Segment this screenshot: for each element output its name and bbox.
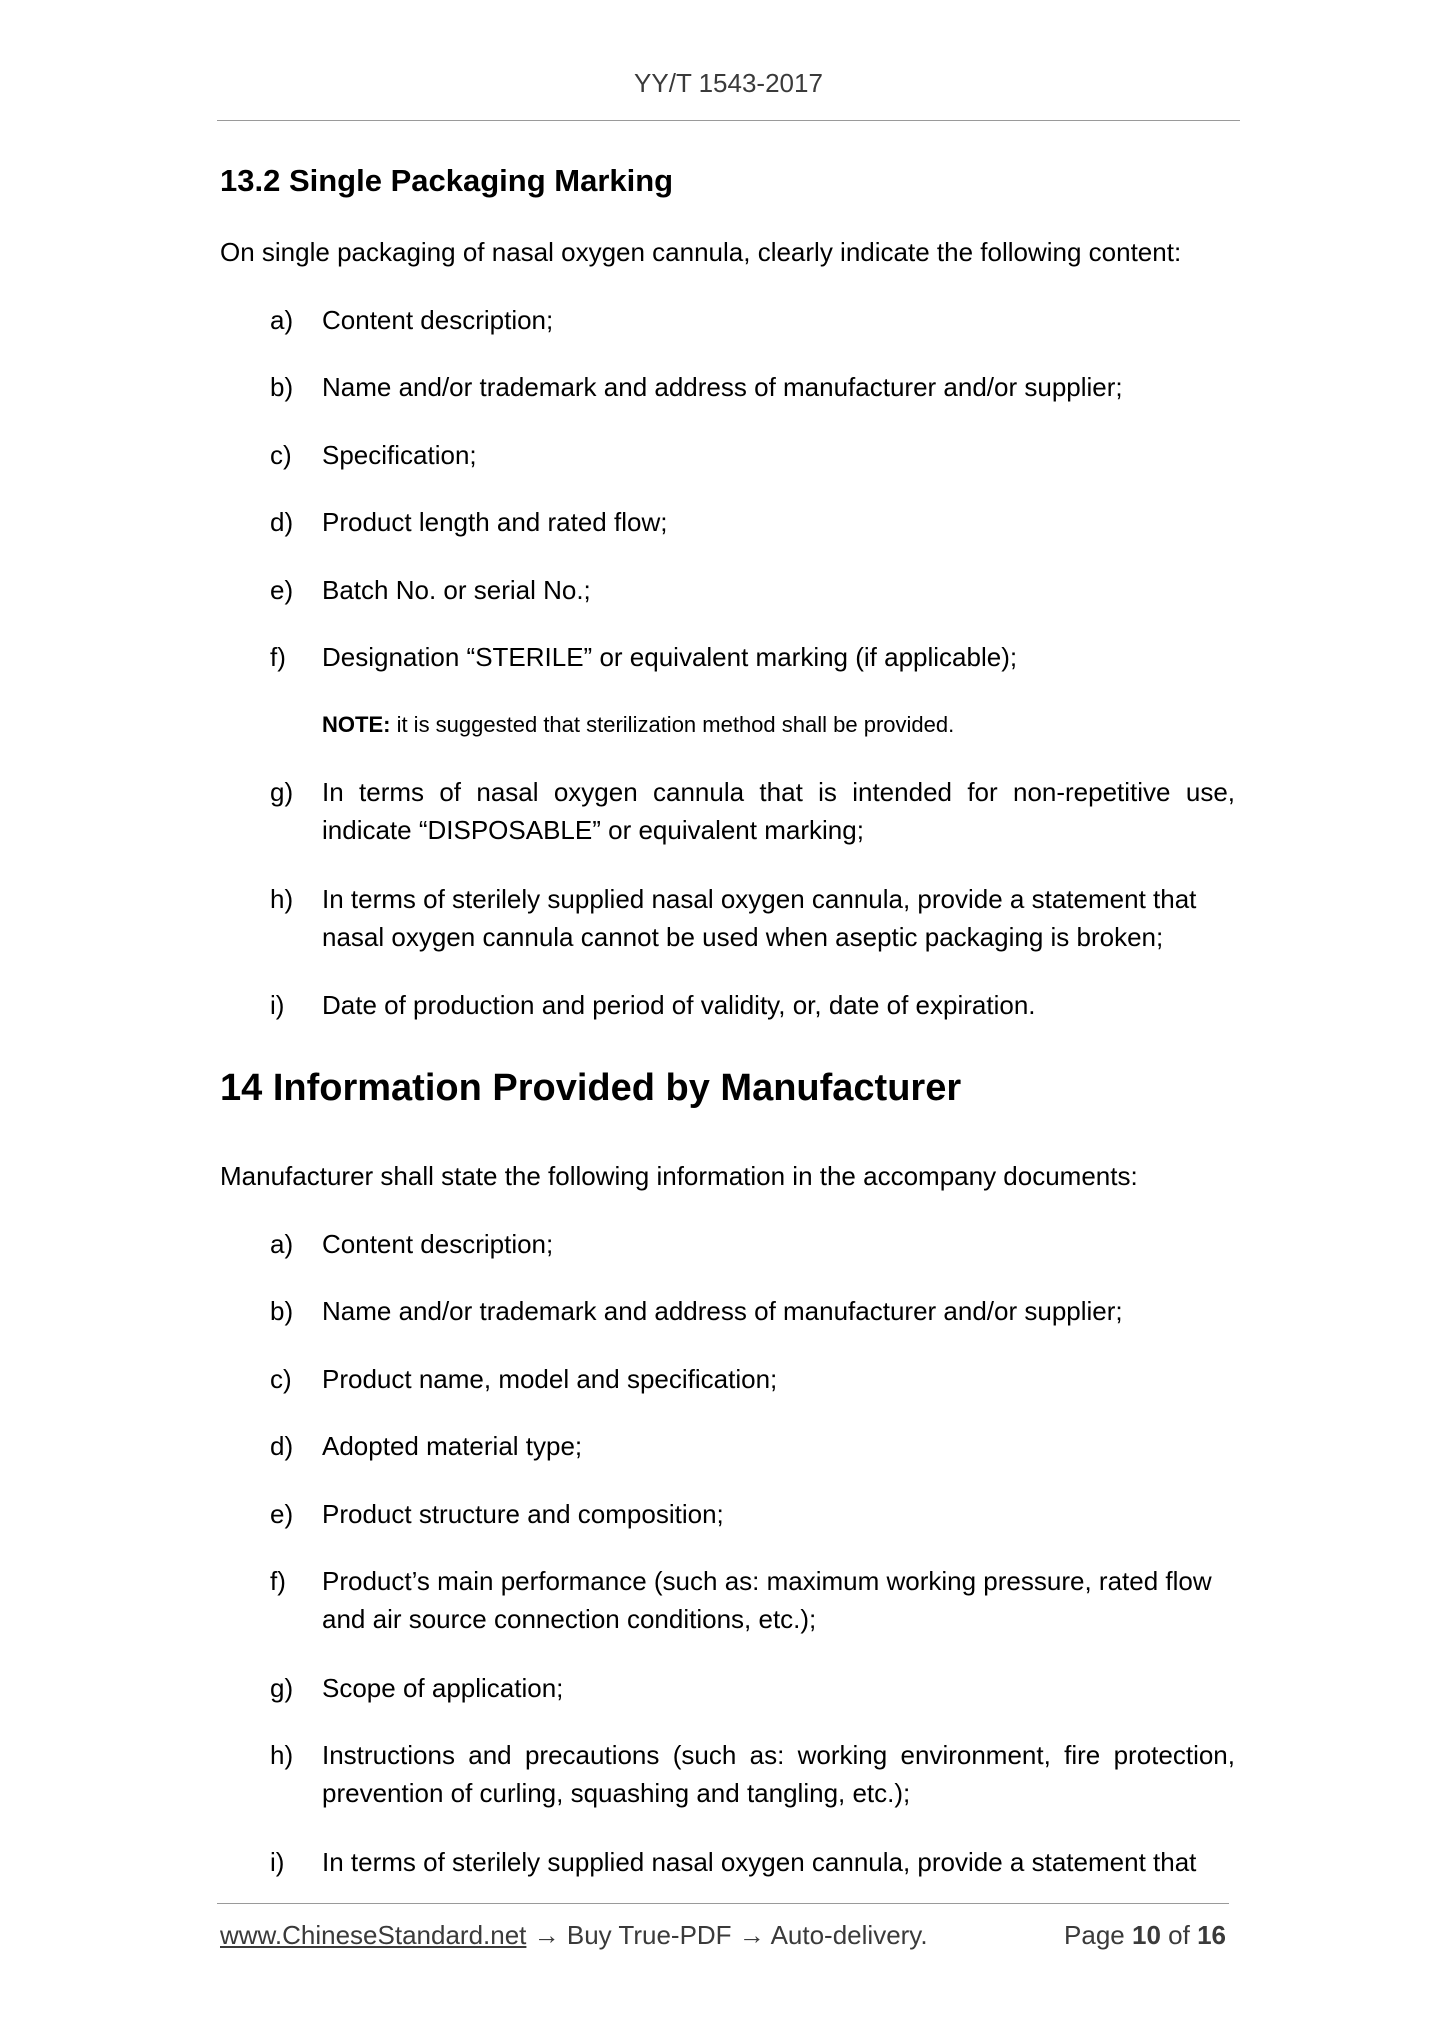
- list-item-text: Name and/or trademark and address of manufacturer and/or supplier;: [322, 372, 1123, 402]
- page-indicator: [1064, 1920, 1226, 1951]
- list-item: [270, 1669, 1235, 1707]
- list-item-text: In terms of nasal oxygen cannula that is intended for non-repetitive use, indicate “DISPOSABLE” or equivalent marking;: [322, 777, 1235, 845]
- list-item-text: Instructions and precautions (such as: working environment, fire protection, prevention of curling, squashing and tangling, etc.);: [322, 1740, 1235, 1808]
- list-item-label: h): [270, 1740, 294, 1770]
- list-item: [270, 503, 1235, 541]
- list-item-text: Content description;: [322, 305, 554, 335]
- list-item-label: e): [270, 575, 294, 605]
- list-item: [270, 1736, 1235, 1812]
- list-item-text: Batch No. or serial No.;: [322, 575, 591, 605]
- page-of: of: [1168, 1920, 1190, 1950]
- page-current: 10: [1132, 1920, 1161, 1950]
- list-item: [270, 638, 1235, 676]
- list-item-label: i): [270, 990, 285, 1020]
- list-item-label: a): [270, 1229, 294, 1259]
- list-item-text: Content description;: [322, 1229, 554, 1259]
- list-item: [270, 1843, 1235, 1881]
- list-item-text: In terms of sterilely supplied nasal oxygen cannula, provide a statement that: [322, 1847, 1197, 1877]
- list-item-text: Designation “STERILE” or equivalent marking (if applicable);: [322, 642, 1018, 672]
- list-item: [270, 1225, 1235, 1263]
- list-item-text: Specification;: [322, 440, 477, 470]
- section-13-2-heading: 13.2 Single Packaging Marking: [220, 163, 674, 198]
- list-item-text: Scope of application;: [322, 1673, 564, 1703]
- page-total: 16: [1197, 1920, 1226, 1950]
- list-item: [270, 368, 1235, 406]
- list-item-text: Product name, model and specification;: [322, 1364, 778, 1394]
- list-item: [270, 986, 1235, 1024]
- list-item-label: g): [270, 1673, 294, 1703]
- section-14-heading: 14 Information Provided by Manufacturer: [220, 1067, 962, 1109]
- list-item: [270, 1495, 1235, 1533]
- list-item-label: h): [270, 884, 294, 914]
- section-14-intro: Manufacturer shall state the following information in the accompany documents:: [220, 1161, 1138, 1191]
- list-item-label: d): [270, 507, 294, 537]
- list-item-text: Date of production and period of validity, or, date of expiration.: [322, 990, 1036, 1020]
- list-item-label: c): [270, 1364, 292, 1394]
- list-item-label: d): [270, 1431, 294, 1461]
- list-item-label: i): [270, 1847, 285, 1877]
- list-item-label: b): [270, 1296, 294, 1326]
- list-item: [270, 301, 1235, 339]
- list-item-text: Adopted material type;: [322, 1431, 583, 1461]
- list-item-text: Product length and rated flow;: [322, 507, 668, 537]
- list-item: [270, 773, 1235, 849]
- list-item-label: f): [270, 1566, 286, 1596]
- list-item-label: b): [270, 372, 294, 402]
- section-13-2-intro: On single packaging of nasal oxygen cannula, clearly indicate the following content:: [220, 237, 1182, 267]
- document-id-header: YY/T 1543-2017: [634, 68, 823, 98]
- list-item-text: In terms of sterilely supplied nasal oxygen cannula, provide a statement that nasal oxygen cannula cannot be used when aseptic packaging is broken;: [322, 884, 1197, 952]
- list-item: [270, 436, 1235, 474]
- sterilization-note: [322, 710, 954, 740]
- page-footer: [220, 1920, 1232, 1954]
- list-item-label: e): [270, 1499, 294, 1529]
- site-link[interactable]: www.ChineseStandard.net: [220, 1920, 527, 1950]
- note-label: NOTE:: [322, 712, 391, 737]
- footer-divider: [217, 1903, 1229, 1904]
- list-item-label: f): [270, 642, 286, 672]
- list-item-label: c): [270, 440, 292, 470]
- list-item-text: Product’s main performance (such as: maximum working pressure, rated flow and air source connection conditions, etc.);: [322, 1566, 1212, 1634]
- list-item: [270, 1360, 1235, 1398]
- list-item-text: Name and/or trademark and address of manufacturer and/or supplier;: [322, 1296, 1123, 1326]
- list-item-label: a): [270, 305, 294, 335]
- list-item-label: g): [270, 777, 294, 807]
- list-item: [270, 571, 1235, 609]
- list-item: [270, 1562, 1235, 1638]
- footer-promo-text: → Buy True-PDF → Auto-delivery.: [526, 1920, 928, 1950]
- header-divider: [217, 120, 1240, 121]
- note-text: it is suggested that sterilization method shall be provided.: [390, 712, 955, 737]
- list-item: [270, 1292, 1235, 1330]
- list-item: [270, 1427, 1235, 1465]
- page-word: Page: [1064, 1920, 1125, 1950]
- list-item: [270, 880, 1235, 956]
- list-item-text: Product structure and composition;: [322, 1499, 724, 1529]
